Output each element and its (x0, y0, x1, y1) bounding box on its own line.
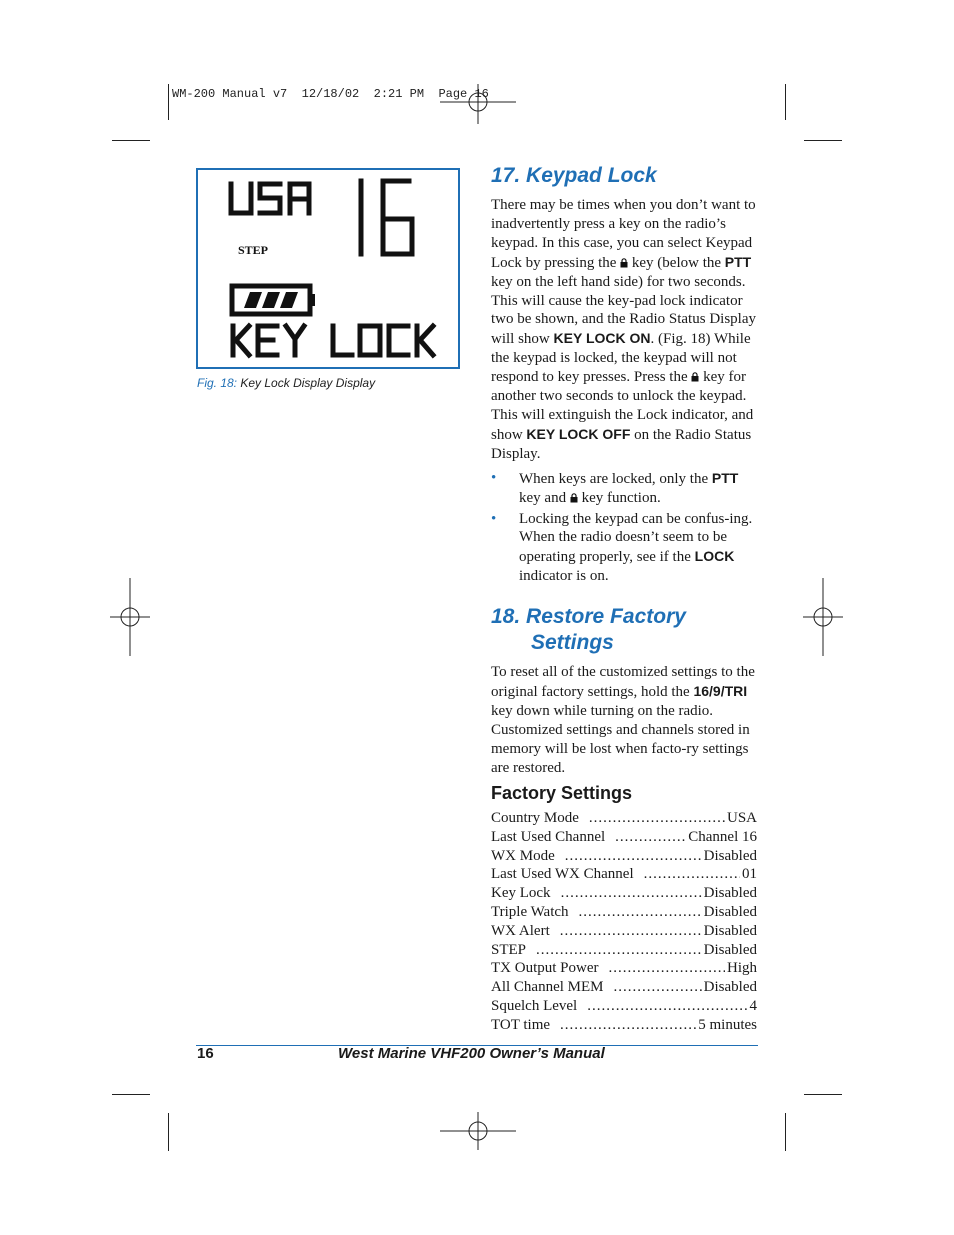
section-18-paragraph (491, 663, 757, 777)
table-row (491, 941, 757, 960)
section-18-body (491, 663, 757, 777)
setting-value: 5 minutes (698, 1016, 757, 1033)
lcd-display-figure (196, 168, 460, 369)
list-item (491, 469, 757, 508)
factory-settings-heading: Factory Settings (491, 783, 633, 803)
setting-label: Key Lock (491, 885, 551, 902)
setting-label: All Channel MEM (491, 979, 604, 996)
table-row (491, 959, 757, 978)
setting-label: STEP (491, 941, 527, 958)
setting-value: 01 (742, 866, 757, 883)
s17-text-6: on the Radio Status Display. (491, 426, 752, 462)
setting-value: Channel 16 (688, 828, 757, 845)
table-row (491, 922, 757, 941)
bullet-icon: • (491, 510, 497, 527)
table-row (491, 809, 757, 828)
table-row (491, 978, 757, 997)
section-17-bullets (491, 469, 757, 586)
b2-text-a: Locking the keypad can be confus-ing. When the radio doesn’t seem to be operating properly, see if the (519, 510, 753, 566)
table-row (491, 847, 757, 866)
b1-text-c: key function. (581, 489, 661, 506)
figure-caption-text: Key Lock Display Display (240, 376, 376, 390)
setting-value: Disabled (703, 922, 757, 939)
setting-value: Disabled (703, 847, 757, 864)
dot-leader (561, 884, 702, 903)
setting-value: High (727, 960, 757, 977)
page-number: 16 (197, 1045, 214, 1062)
section-17-paragraph (491, 196, 757, 464)
setting-value: Disabled (703, 941, 757, 958)
lock-icon (620, 258, 628, 268)
list-item (491, 510, 757, 587)
lcd-step-label: STEP (238, 243, 269, 257)
figure-caption (197, 376, 375, 390)
setting-label: Last Used WX Channel (491, 866, 634, 883)
dot-leader (609, 959, 726, 978)
setting-label: TX Output Power (491, 960, 599, 977)
s17-text-1: There may be times when you don’t want to inadvertently press a key on the radio’s keypad. In this case, you can select Keypad Lock by pressing the (491, 197, 756, 271)
s17-text-4: . (Fig. 18) While the keypad is locked, the keypad will not respond to key presses. Press the (491, 331, 751, 386)
dot-leader (579, 903, 702, 922)
table-row (491, 1016, 757, 1035)
print-slug: WM-200 Manual v7 12/18/02 2:21 PM Page 16 (172, 87, 489, 101)
setting-value: Disabled (703, 885, 757, 902)
s17-key-lock-on: KEY LOCK ON (553, 330, 651, 347)
s18-text-1: To reset all of the customized settings to the original factory settings, hold the (491, 664, 755, 700)
setting-label: Squelch Level (491, 997, 578, 1014)
table-row (491, 884, 757, 903)
setting-label: Last Used Channel (491, 828, 606, 845)
setting-label: TOT time (491, 1016, 551, 1033)
figure-number: Fig. 18: (197, 376, 238, 390)
setting-value: Disabled (703, 979, 757, 996)
setting-label: Country Mode (491, 810, 579, 826)
factory-settings-table (491, 809, 757, 1035)
bullet-icon: • (491, 469, 497, 486)
battery-icon (232, 286, 315, 314)
dot-leader (614, 978, 702, 997)
dot-leader (644, 865, 740, 884)
b1-text-a: When keys are locked, only the (519, 470, 709, 487)
section-18-title: 18. Restore Factory (491, 605, 686, 628)
setting-value: Disabled (703, 903, 757, 920)
section-17-body (491, 196, 757, 588)
dot-leader (587, 997, 747, 1016)
s17-ptt-key: PTT (724, 253, 752, 270)
dot-leader (560, 922, 702, 941)
b2-lock-label: LOCK (694, 548, 735, 565)
s18-key-label: 16/9/TRI (693, 682, 748, 699)
dot-leader (560, 1016, 696, 1035)
lcd-segments (198, 170, 460, 369)
setting-label: WX Mode (491, 847, 555, 864)
s18-text-2: key down while turning on the radio. Customized settings and channels stored in memory will be lost when facto-ry settings are restored. (491, 702, 750, 776)
s17-text-3: key on the left hand side) for two seconds. This will cause the key-pad lock indicator two be shown, and the Radio Status Display will show (491, 273, 756, 348)
setting-value: USA (726, 810, 757, 826)
table-row (491, 903, 757, 922)
section-17-title: 17. Keypad Lock (491, 164, 657, 187)
lcd-key-lock-text (233, 326, 433, 355)
registration-mark-left-icon (110, 578, 150, 656)
s17-text-2: key (below the (631, 254, 722, 271)
dot-leader (589, 809, 725, 828)
setting-label: Triple Watch (491, 903, 569, 920)
dot-leader (565, 847, 702, 866)
table-row (491, 865, 757, 884)
b1-text-b: key and (519, 489, 567, 506)
b1-ptt-key: PTT (711, 469, 739, 486)
s17-text-5: key for another two seconds to unlock the keypad. This will extinguish the Lock indicator, and show (491, 369, 754, 443)
table-row (491, 997, 757, 1016)
dot-leader (536, 941, 702, 960)
b2-text-b: indicator is on. (519, 568, 609, 585)
table-row (491, 828, 757, 847)
s17-key-lock-off: KEY LOCK OFF (526, 425, 631, 442)
lock-icon (570, 493, 578, 503)
footer-title: West Marine VHF200 Owner’s Manual (338, 1045, 605, 1062)
registration-mark-top-icon (440, 80, 516, 124)
dot-leader (615, 828, 686, 847)
section-18-title-cont: Settings (531, 631, 614, 654)
lock-icon (691, 372, 699, 382)
setting-label: WX Alert (491, 922, 550, 939)
registration-mark-bottom-icon (440, 1112, 516, 1152)
setting-value: 4 (749, 997, 757, 1014)
registration-mark-right-icon (803, 578, 843, 656)
